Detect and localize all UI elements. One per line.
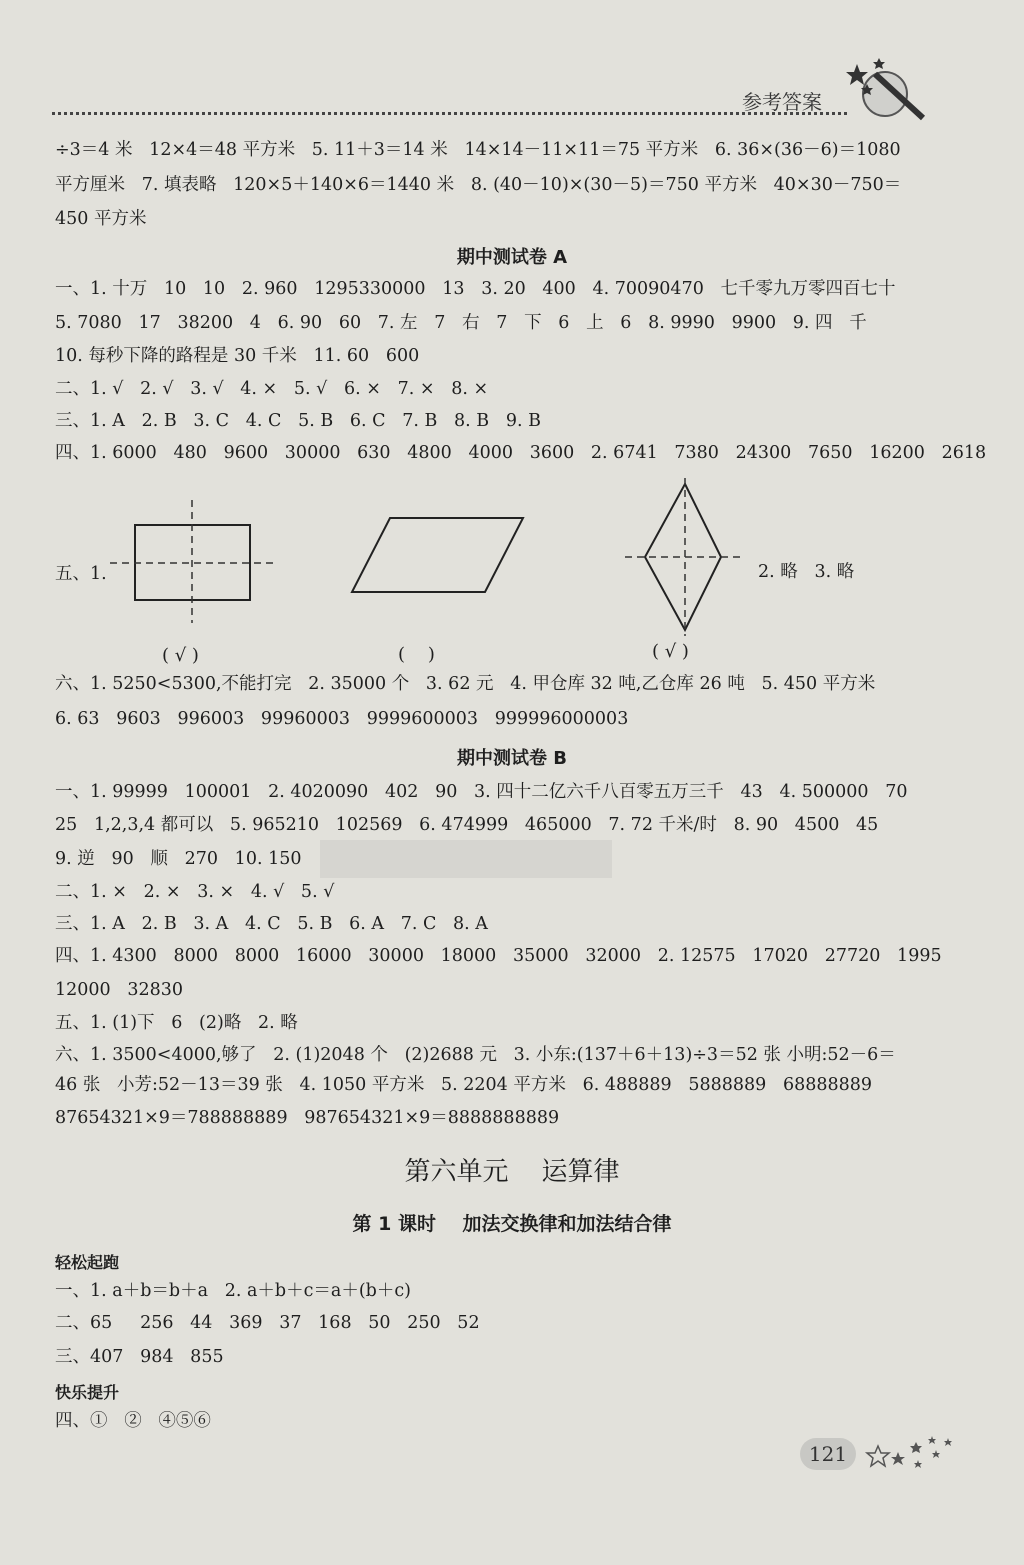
- figure-mark: ( ): [398, 644, 435, 665]
- answer-line: 5. 7080 17 38200 4 6. 90 60 7. 左 7 右 7 下 6 上 6 8. 9990 9900 9. 四 千: [55, 313, 867, 333]
- answer-line: 450 平方米: [55, 209, 147, 229]
- page-number-badge: [800, 1432, 970, 1477]
- answer-line: 三、407 984 855: [55, 1347, 224, 1367]
- answer-line: 五、1. (1)下 6 (2)略 2. 略: [55, 1013, 298, 1033]
- answer-line: 9. 逆 90 顺 270 10. 150: [55, 849, 302, 869]
- stars-icon: [858, 1432, 968, 1477]
- answer-line: 四、① ② ④⑤⑥: [55, 1411, 211, 1431]
- answer-line: 二、1. √ 2. √ 3. √ 4. × 5. √ 6. × 7. × 8. ×: [55, 379, 489, 399]
- answer-line: 25 1,2,3,4 都可以 5. 965210 102569 6. 474999 465000 7. 72 千米/时 8. 90 4500 45: [55, 815, 879, 835]
- magic-wand-icon: [845, 56, 930, 126]
- answer-line: 平方厘米 7. 填表略 120×5＋140×6＝1440 米 8. (40－10)×(30－5)＝750 平方米 40×30－750＝: [55, 175, 902, 195]
- subsection-title: 快乐提升: [55, 1383, 120, 1402]
- section5-rest: 2. 略 3. 略: [758, 562, 855, 582]
- answer-line: 三、1. A 2. B 3. C 4. C 5. B 6. C 7. B 8. B 9. B: [55, 411, 541, 431]
- figure-mark: ( √ ): [162, 645, 199, 666]
- answer-line: 四、1. 4300 8000 8000 16000 30000 18000 35000 32000 2. 12575 17020 27720 1995: [55, 946, 942, 966]
- answer-line: 六、1. 5250<5300,不能打完 2. 35000 个 3. 62 元 4. 甲仓库 32 吨,乙仓库 26 吨 5. 450 平方米: [55, 674, 876, 694]
- rectangle-figure: [110, 495, 280, 625]
- answer-line: 87654321×9＝788888889 987654321×9＝8888888889: [55, 1108, 560, 1128]
- lesson-title: 第 1 课时 加法交换律和加法结合律: [352, 1213, 672, 1235]
- answer-line: ÷3＝4 米 12×4＝48 平方米 5. 11＋3＝14 米 14×14－11×11＝75 平方米 6. 36×(36－6)＝1080: [55, 140, 901, 160]
- answer-line: 6. 63 9603 996003 99960003 9999600003 999996000003: [55, 709, 629, 729]
- highlight-patch: [320, 840, 612, 878]
- answer-line: 一、1. 99999 100001 2. 4020090 402 90 3. 四十二亿六千八百零五万三千 43 4. 500000 70: [55, 782, 908, 802]
- answer-line: 46 张 小芳:52－13＝39 张 4. 1050 平方米 5. 2204 平方米 6. 488889 5888889 68888889: [55, 1075, 873, 1095]
- test-b-title: 期中测试卷 B: [457, 748, 567, 769]
- parallelogram-figure: [345, 510, 530, 600]
- answer-line: 二、1. × 2. × 3. × 4. √ 5. √: [55, 882, 335, 902]
- answer-line: 一、1. a＋b＝b＋a 2. a＋b＋c＝a＋(b＋c): [55, 1281, 412, 1301]
- section5-label: 五、1.: [55, 564, 107, 584]
- unit-title: 第六单元 运算律: [404, 1157, 620, 1187]
- test-a-title: 期中测试卷 A: [456, 247, 568, 268]
- rhombus-figure: [625, 478, 745, 638]
- answer-line: 四、1. 6000 480 9600 30000 630 4800 4000 3600 2. 6741 7380 24300 7650 16200 2618: [55, 443, 987, 463]
- answer-line: 六、1. 3500<4000,够了 2. (1)2048 个 (2)2688 元 3. 小东:(137＋6＋13)÷3＝52 张 小明:52－6＝: [55, 1045, 896, 1065]
- answer-line: 一、1. 十万 10 10 2. 960 1295330000 13 3. 20 400 4. 70090470 七千零九万零四百七十: [55, 279, 896, 299]
- page-number: 121: [800, 1438, 856, 1470]
- subsection-title: 轻松起跑: [55, 1253, 120, 1272]
- header-dotted-rule: [52, 112, 847, 115]
- header-title: 参考答案: [742, 90, 822, 114]
- answer-line: 二、65 256 44 369 37 168 50 250 52: [55, 1313, 480, 1333]
- answer-line: 12000 32830: [55, 980, 184, 1000]
- figure-mark: ( √ ): [652, 641, 689, 662]
- answer-line: 10. 每秒下降的路程是 30 千米 11. 60 600: [55, 346, 420, 366]
- answer-line: 三、1. A 2. B 3. A 4. C 5. B 6. A 7. C 8. A: [55, 914, 488, 934]
